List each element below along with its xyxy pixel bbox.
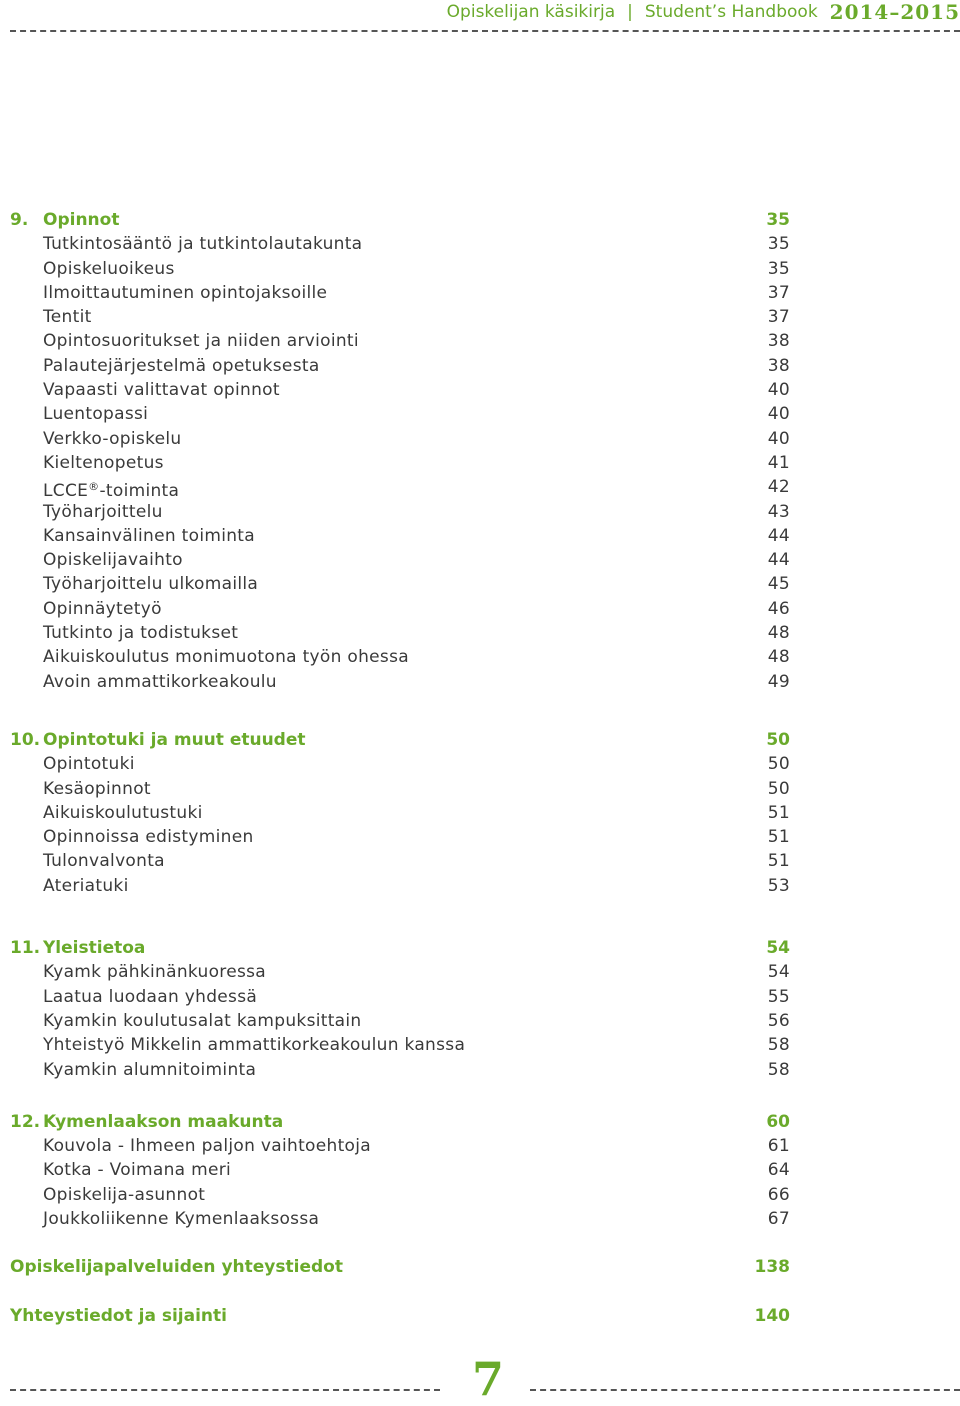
toc-item[interactable] bbox=[10, 427, 790, 451]
page-number: 7 bbox=[471, 1352, 504, 1406]
toc-item-page: 35 bbox=[767, 234, 790, 255]
section-number: 10. bbox=[10, 729, 41, 750]
toc-item[interactable] bbox=[10, 621, 790, 645]
toc-item-page: 38 bbox=[767, 355, 790, 376]
section-page: 54 bbox=[766, 938, 790, 959]
toc-item-title: Opiskeluoikeus bbox=[43, 258, 175, 279]
toc-item-page: 41 bbox=[767, 452, 790, 473]
toc-item-page: 58 bbox=[767, 1035, 790, 1056]
toc-item-title: Ilmoittautuminen opintojaksoille bbox=[43, 282, 328, 303]
toc-item-title: Opinnoissa edistyminen bbox=[43, 827, 254, 848]
toc-item-page: 58 bbox=[767, 1059, 790, 1080]
toc-item-title: Kieltenopetus bbox=[43, 452, 164, 473]
toc-item-title: Tulonvalvonta bbox=[43, 851, 165, 872]
toc-section-heading[interactable] bbox=[10, 1110, 790, 1134]
toc-item-title: Vapaasti valittavat opinnot bbox=[43, 380, 280, 401]
section-title: Opinnot bbox=[43, 210, 120, 230]
toc-item-page: 51 bbox=[767, 802, 790, 823]
toc-item-page: 66 bbox=[767, 1184, 790, 1205]
toc-item[interactable] bbox=[10, 1009, 790, 1033]
toc-item-page: 48 bbox=[767, 647, 790, 668]
section-number: 12. bbox=[10, 1111, 41, 1132]
toc-extra-heading[interactable] bbox=[10, 1255, 790, 1279]
toc-item-title: Kyamkin koulutusalat kampuksittain bbox=[43, 1010, 362, 1031]
toc-item[interactable] bbox=[10, 597, 790, 621]
toc-item-page: 35 bbox=[767, 258, 790, 279]
toc-item-page: 51 bbox=[767, 827, 790, 848]
toc-item-page: 50 bbox=[767, 754, 790, 775]
toc-item[interactable] bbox=[10, 232, 790, 256]
toc-item-page: 40 bbox=[767, 404, 790, 425]
header-title-en: Student’s Handbook bbox=[644, 2, 818, 22]
toc-item[interactable] bbox=[10, 524, 790, 548]
toc-item-page: 53 bbox=[767, 875, 790, 896]
toc-item[interactable] bbox=[10, 1207, 790, 1231]
toc-item-page: 37 bbox=[767, 307, 790, 328]
toc-item-title: Luentopassi bbox=[43, 404, 149, 425]
toc-item-title: Kotka - Voimana meri bbox=[43, 1160, 232, 1181]
toc-item-title: Tutkintosääntö ja tutkintolautakunta bbox=[43, 234, 363, 255]
toc-item-page: 48 bbox=[767, 623, 790, 644]
section-title: Kymenlaakson maakunta bbox=[43, 1111, 284, 1132]
toc-item-page: 37 bbox=[767, 282, 790, 303]
extra-page: 138 bbox=[754, 1257, 790, 1278]
section-page: 50 bbox=[766, 729, 790, 750]
toc-item[interactable] bbox=[10, 960, 790, 984]
toc-item-title: Opiskelijavaihto bbox=[43, 550, 183, 571]
toc-item-page: 50 bbox=[767, 778, 790, 799]
toc-item[interactable] bbox=[10, 1033, 790, 1057]
toc-item-page: 38 bbox=[767, 331, 790, 352]
toc-item-page: 61 bbox=[767, 1136, 790, 1157]
toc-section-heading[interactable] bbox=[10, 728, 790, 752]
toc-item-title: Opintotuki bbox=[43, 754, 135, 775]
section-number: 9. bbox=[10, 210, 29, 230]
header-separator: | bbox=[627, 2, 633, 22]
toc-item-title: Joukkoliikenne Kymenlaaksossa bbox=[43, 1208, 320, 1229]
toc-item-title: Kesäopinnot bbox=[43, 778, 151, 799]
toc-item-title: Ateriatuki bbox=[43, 875, 129, 896]
toc-item[interactable] bbox=[10, 475, 790, 502]
toc-item-page: 49 bbox=[767, 671, 790, 692]
toc-item-title: Opiskelija-asunnot bbox=[43, 1184, 206, 1205]
toc-item[interactable] bbox=[10, 1058, 790, 1082]
registered-trademark-symbol: ® bbox=[88, 480, 100, 494]
toc-item[interactable] bbox=[10, 305, 790, 329]
toc-item-page: 40 bbox=[767, 380, 790, 401]
toc-item-title: Laatua luodaan yhdessä bbox=[43, 986, 258, 1007]
toc-item-title: Tutkinto ja todistukset bbox=[43, 623, 239, 644]
toc-item-page: 46 bbox=[767, 598, 790, 619]
toc-item-title: Kyamkin alumnitoiminta bbox=[43, 1059, 257, 1080]
lcce-text: LCCE bbox=[43, 481, 89, 502]
toc-item[interactable] bbox=[10, 281, 790, 305]
table-of-contents bbox=[10, 208, 790, 1328]
extra-title: Opiskelijapalveluiden yhteystiedot bbox=[10, 1257, 343, 1278]
toc-item-title: Opintosuoritukset ja niiden arviointi bbox=[43, 331, 359, 352]
toc-item-page: 45 bbox=[767, 574, 790, 595]
toc-item[interactable] bbox=[10, 402, 790, 426]
toc-item[interactable] bbox=[10, 572, 790, 596]
toc-item-page: 44 bbox=[767, 550, 790, 571]
toc-item-page: 43 bbox=[767, 501, 790, 522]
toc-section-heading[interactable] bbox=[10, 208, 790, 232]
toc-item-title: Verkko-opiskelu bbox=[43, 428, 182, 449]
toc-item-title: Aikuiskoulutustuki bbox=[43, 802, 203, 823]
toc-section-heading[interactable] bbox=[10, 936, 790, 960]
toc-item[interactable] bbox=[10, 1183, 790, 1207]
section-number: 11. bbox=[10, 938, 41, 959]
toc-item[interactable] bbox=[10, 1158, 790, 1182]
toc-item-page: 51 bbox=[767, 851, 790, 872]
toc-item-title: Yhteistyö Mikkelin ammattikorkeakoulun kanssa bbox=[43, 1035, 466, 1056]
header-dashed-rule bbox=[10, 30, 960, 32]
toc-item-page: 40 bbox=[767, 428, 790, 449]
toc-item[interactable] bbox=[10, 354, 790, 378]
toc-item-page: 64 bbox=[767, 1160, 790, 1181]
toc-item[interactable] bbox=[10, 500, 790, 524]
toc-item-title: Kouvola - Ihmeen paljon vaihtoehtoja bbox=[43, 1136, 371, 1157]
toc-item-title: Aikuiskoulutus monimuotona työn ohessa bbox=[43, 647, 409, 668]
toc-item[interactable] bbox=[10, 825, 790, 849]
toc-item[interactable] bbox=[10, 985, 790, 1009]
section-page: 35 bbox=[766, 210, 790, 230]
toc-item-title: Työharjoittelu bbox=[43, 501, 163, 522]
toc-item-page: 42 bbox=[767, 477, 790, 498]
toc-item-title: Kyamk pähkinänkuoressa bbox=[43, 962, 267, 983]
toc-item[interactable] bbox=[10, 874, 790, 898]
toc-item-page: 44 bbox=[767, 525, 790, 546]
toc-item[interactable] bbox=[10, 849, 790, 873]
toc-item-title: Palautejärjestelmä opetuksesta bbox=[43, 355, 320, 376]
toc-item[interactable] bbox=[10, 670, 790, 694]
lcce-suffix: -toiminta bbox=[99, 481, 180, 502]
toc-extra-heading[interactable] bbox=[10, 1304, 790, 1328]
toc-item[interactable] bbox=[10, 752, 790, 776]
toc-item[interactable] bbox=[10, 548, 790, 572]
header-year: 2014–2015 bbox=[829, 0, 960, 24]
toc-item-title: Työharjoittelu ulkomailla bbox=[43, 574, 259, 595]
toc-item[interactable] bbox=[10, 451, 790, 475]
toc-item[interactable] bbox=[10, 1134, 790, 1158]
toc-item-page: 56 bbox=[767, 1010, 790, 1031]
toc-item-title: Opinnäytetyö bbox=[43, 598, 162, 619]
section-title: Opintotuki ja muut etuudet bbox=[43, 729, 306, 750]
extra-title: Yhteystiedot ja sijainti bbox=[10, 1305, 227, 1326]
toc-item[interactable] bbox=[10, 378, 790, 402]
section-title: Yleistietoa bbox=[43, 938, 146, 959]
toc-item[interactable] bbox=[10, 801, 790, 825]
extra-page: 140 bbox=[754, 1305, 790, 1326]
footer-dashed-rule-right bbox=[530, 1389, 960, 1391]
toc-item[interactable] bbox=[10, 329, 790, 353]
running-header bbox=[447, 0, 960, 24]
toc-item[interactable] bbox=[10, 777, 790, 801]
toc-item-title: Kansainvälinen toiminta bbox=[43, 525, 255, 546]
toc-item-title: Tentit bbox=[43, 307, 92, 328]
toc-item-page: 54 bbox=[767, 962, 790, 983]
toc-item-title: Avoin ammattikorkeakoulu bbox=[43, 671, 277, 692]
toc-item[interactable] bbox=[10, 645, 790, 669]
section-page: 60 bbox=[766, 1111, 790, 1132]
toc-item-page: 55 bbox=[767, 986, 790, 1007]
toc-item[interactable] bbox=[10, 257, 790, 281]
toc-item-page: 67 bbox=[767, 1208, 790, 1229]
footer-dashed-rule-left bbox=[10, 1389, 440, 1391]
header-title-fi: Opiskelijan käsikirja bbox=[446, 2, 616, 22]
